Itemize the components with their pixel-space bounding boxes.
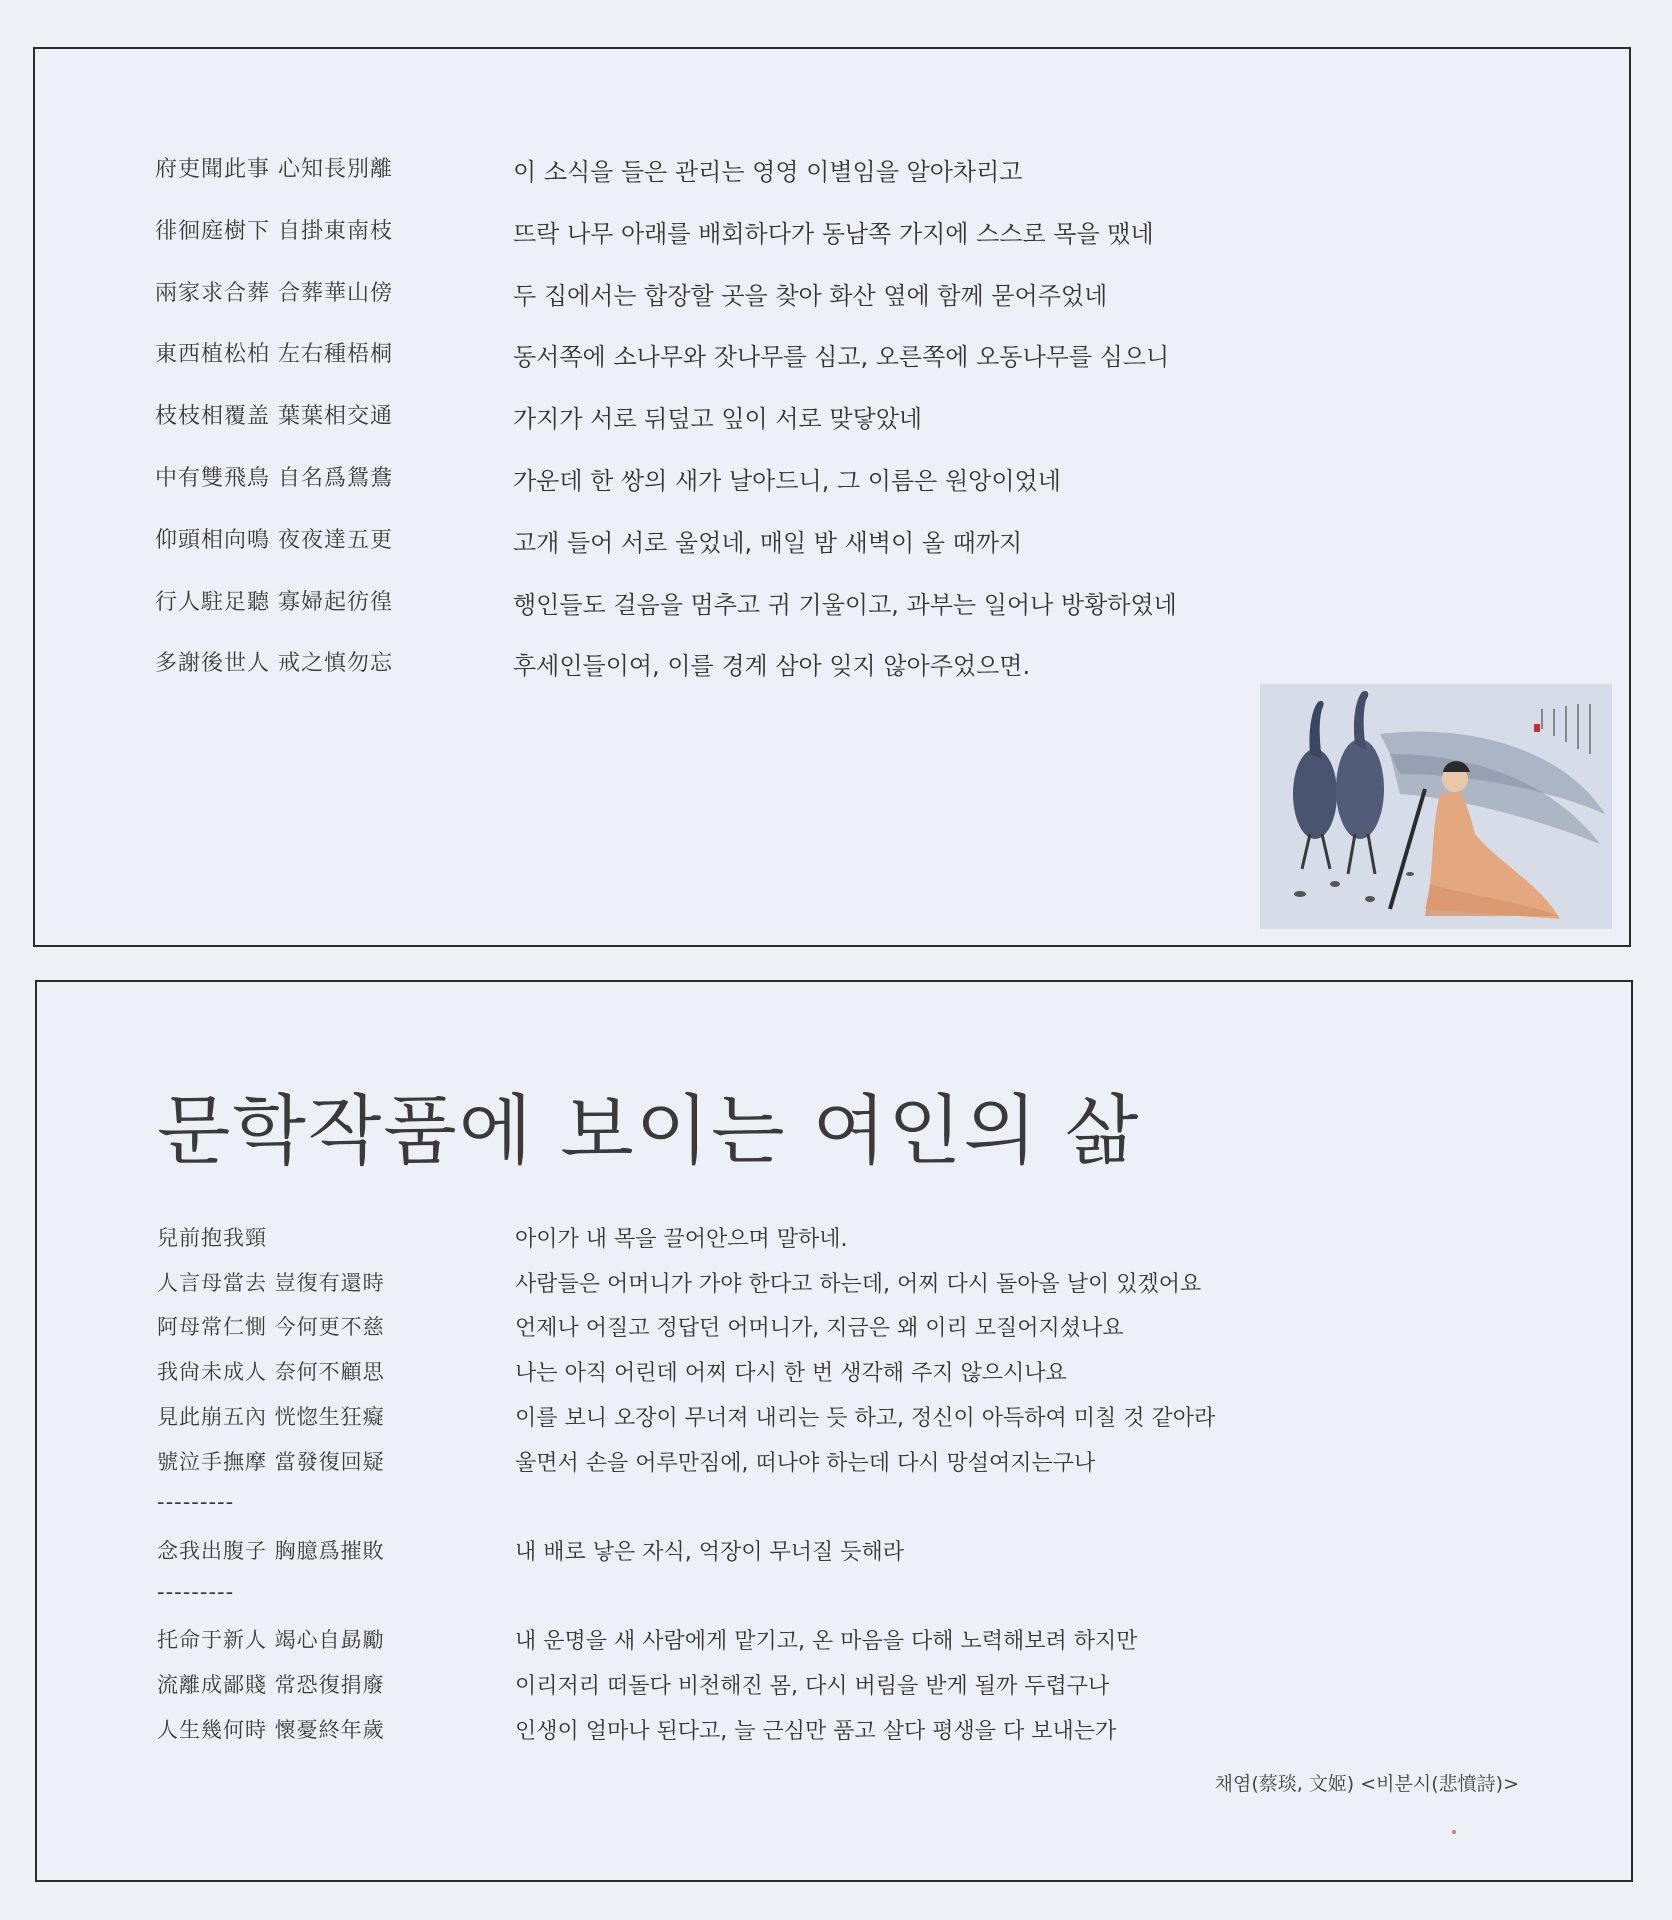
classical-chinese-text: 阿母常仁惻 今何更不慈 [157,1315,385,1340]
classical-chinese-text: --------- [157,1490,235,1515]
classical-chinese-text: 人言母當去 豈復有還時 [157,1270,385,1295]
classical-chinese-text: 仰頭相向鳴 夜夜達五更 [155,527,393,553]
top-poem-panel [33,47,1631,947]
classical-chinese-text: 人生幾何時 懷憂終年歲 [157,1717,385,1742]
classical-chinese-text: 號泣手撫摩 當發復回疑 [157,1449,385,1474]
korean-translation: 뜨락 나무 아래를 배회하다가 동남쪽 가지에 스스로 목을 맸네 [513,219,1154,248]
korean-translation: 이리저리 떠돌다 비천해진 몸, 다시 버림을 받게 될까 두렵구나 [515,1674,1110,1699]
classical-chinese-text: --------- [157,1579,235,1604]
classical-chinese-text: 兒前抱我頸 [157,1226,267,1250]
page-title: 문학작품에 보이는 여인의 삶 [157,1086,1141,1175]
korean-translation: 고개 들어 서로 울었네, 매일 밤 새벽이 올 때까지 [513,528,1023,557]
bottom-poem-panel [35,980,1633,1882]
classical-chinese-text: 府吏聞此事 心知長別離 [155,157,393,182]
korean-translation: 사람들은 어머니가 가야 한다고 하는데, 어찌 다시 돌아올 날이 있겠어요 [515,1271,1202,1297]
korean-translation: 후세인들이여, 이를 경계 삼아 잊지 않아주었으면. [513,652,1031,681]
classical-chinese-text: 多謝後世人 戒之慎勿忘 [155,651,393,677]
korean-translation: 이 소식을 들은 관리는 영영 이별임을 알아차리고 [513,158,1023,186]
classical-chinese-text: 行人駐足聽 寡婦起彷徨 [155,589,393,615]
classical-chinese-text: 東西植松柏 左右種梧桐 [155,342,393,368]
korean-translation: 나는 아직 어린데 어찌 다시 한 번 생각해 주지 않으시나요 [515,1361,1067,1387]
korean-translation: 내 배로 낳은 자식, 억장이 무너질 듯해라 [515,1539,904,1565]
classical-chinese-text: 徘徊庭樹下 自掛東南枝 [155,218,393,244]
classical-chinese-text: 中有雙飛鳥 自名爲鴛鴦 [155,466,393,491]
korean-translation: 인생이 얼마나 된다고, 늘 근심만 품고 살다 평생을 다 보내는가 [515,1718,1117,1744]
korean-translation: 행인들도 걸음을 멈추고 귀 기울이고, 과부는 일어나 방황하였네 [513,590,1177,619]
classical-chinese-text: 兩家求合葬 合葬華山傍 [155,280,393,306]
korean-translation: 내 운명을 새 사람에게 맡기고, 온 마음을 다해 노력해보려 하지만 [515,1629,1138,1655]
korean-translation: 울면서 손을 어루만짐에, 떠나야 하는데 다시 망설여지는구나 [515,1450,1096,1476]
classical-chinese-text: 枝枝相覆盖 葉葉相交通 [155,404,393,430]
korean-translation: 가지가 서로 뒤덮고 잎이 서로 맞닿았네 [513,405,923,434]
red-speck [1452,1830,1456,1834]
author-credit: 채염(蔡琰, 文姬) <비분시(悲憤詩)> [1214,1773,1519,1795]
korean-translation: 언제나 어질고 정답던 어머니가, 지금은 왜 이리 모질어지셨나요 [515,1316,1124,1342]
korean-translation: 가운데 한 쌍의 새가 날아드니, 그 이름은 원앙이었네 [513,467,1061,495]
classical-chinese-text: 見此崩五內 恍惚生狂癡 [157,1404,385,1429]
korean-translation: 이를 보니 오장이 무너져 내리는 듯 하고, 정신이 아득하여 미칠 것 같아라 [515,1405,1216,1431]
peacock-painting [1260,684,1612,929]
classical-chinese-text: 念我出腹子 胸臆爲摧敗 [157,1538,385,1563]
korean-translation: 아이가 내 목을 끌어안으며 말하네. [515,1227,848,1252]
classical-chinese-text: 流離成鄙賤 常恐復捐廢 [157,1673,385,1697]
peacock-painting-illustration [1260,684,1612,929]
classical-chinese-text: 托命于新人 竭心自勗勵 [157,1628,385,1653]
korean-translation: 두 집에서는 합장할 곳을 찾아 화산 옆에 함께 묻어주었네 [513,281,1108,310]
classical-chinese-text: 我尙未成人 奈何不顧思 [157,1360,385,1385]
korean-translation: 동서쪽에 소나무와 잣나무를 심고, 오른쪽에 오동나무를 심으니 [513,343,1170,372]
